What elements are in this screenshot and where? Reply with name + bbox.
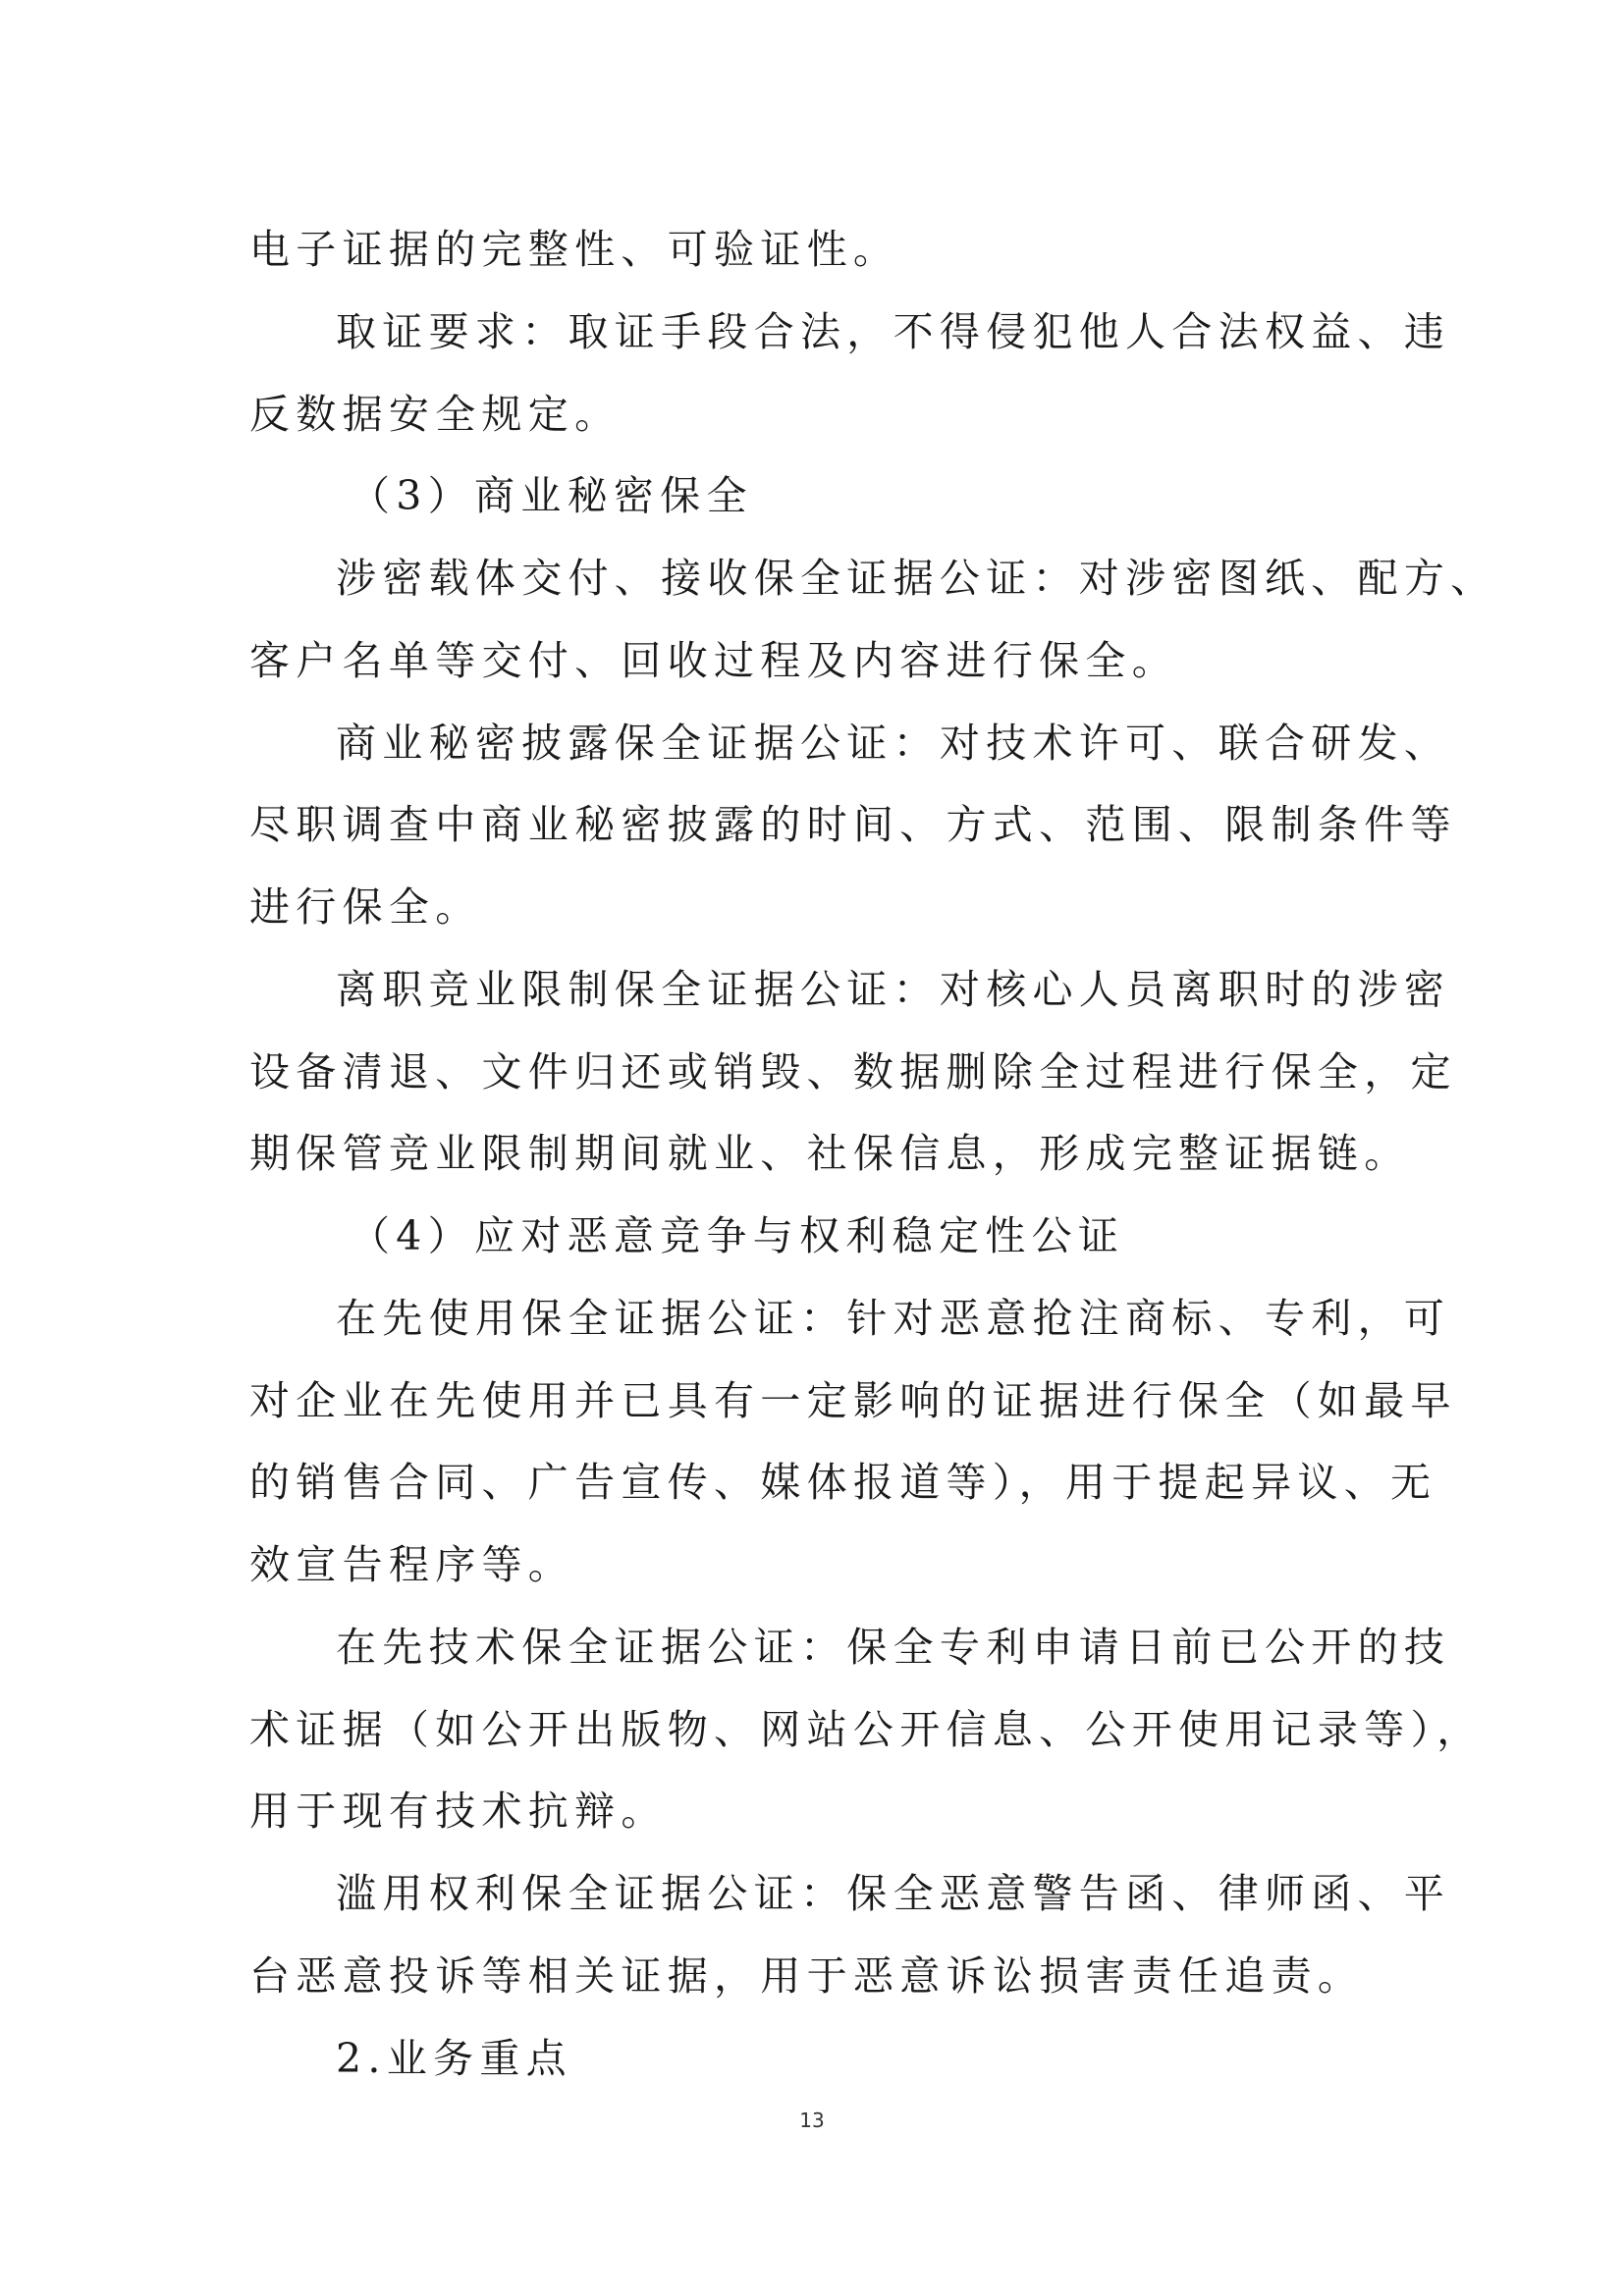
body-text-line: 期保管竞业限制期间就业、社保信息，形成完整证据链。 [249,1130,1411,1177]
body-text-line: 对企业在先使用并已具有一定影响的证据进行保全（如最早 [249,1377,1457,1424]
body-text-line: 用于现有技术抗辩。 [249,1788,668,1835]
paragraph-line: 滥用权利保全证据公证：保全恶意警告函、律师函、平 [336,1870,1451,1917]
paragraph-line: 在先使用保全证据公证：针对恶意抢注商标、专利，可 [336,1295,1451,1342]
body-text-line: 尽职调查中商业秘密披露的时间、方式、范围、限制条件等 [249,801,1457,848]
paragraph-line: 离职竞业限制保全证据公证：对核心人员离职时的涉密 [336,966,1451,1013]
body-text-line: 设备清退、文件归还或销毁、数据删除全过程进行保全，定 [249,1048,1457,1095]
body-text-line: 台恶意投诉等相关证据，用于恶意诉讼损害责任追责。 [249,1952,1365,2000]
page-number: 13 [799,2109,825,2132]
section-heading: （3）商业秘密保全 [350,472,753,519]
body-text-line: 的销售合同、广告宣传、媒体报道等），用于提起异议、无 [249,1459,1437,1506]
body-text-line: 进行保全。 [249,883,482,931]
body-text-line: 效宣告程序等。 [249,1541,575,1588]
paragraph-line: 商业秘密披露保全证据公证：对技术许可、联合研发、 [336,720,1451,767]
paragraph-line: 在先技术保全证据公证：保全专利申请日前已公开的技 [336,1624,1451,1671]
paragraph-line: 涉密载体交付、接收保全证据公证：对涉密图纸、配方、 [336,555,1497,602]
section-heading: （4）应对恶意竞争与权利稳定性公证 [350,1212,1125,1259]
paragraph-line: 取证要求：取证手段合法，不得侵犯他人合法权益、违 [336,308,1451,355]
section-heading: 2.业务重点 [336,2035,572,2082]
body-text-line: 客户名单等交付、回收过程及内容进行保全。 [249,637,1178,684]
body-text-line: 电子证据的完整性、可验证性。 [249,226,900,273]
body-text-line: 术证据（如公开出版物、网站公开信息、公开使用记录等）， [249,1706,1484,1753]
body-text-line: 反数据安全规定。 [249,391,622,438]
